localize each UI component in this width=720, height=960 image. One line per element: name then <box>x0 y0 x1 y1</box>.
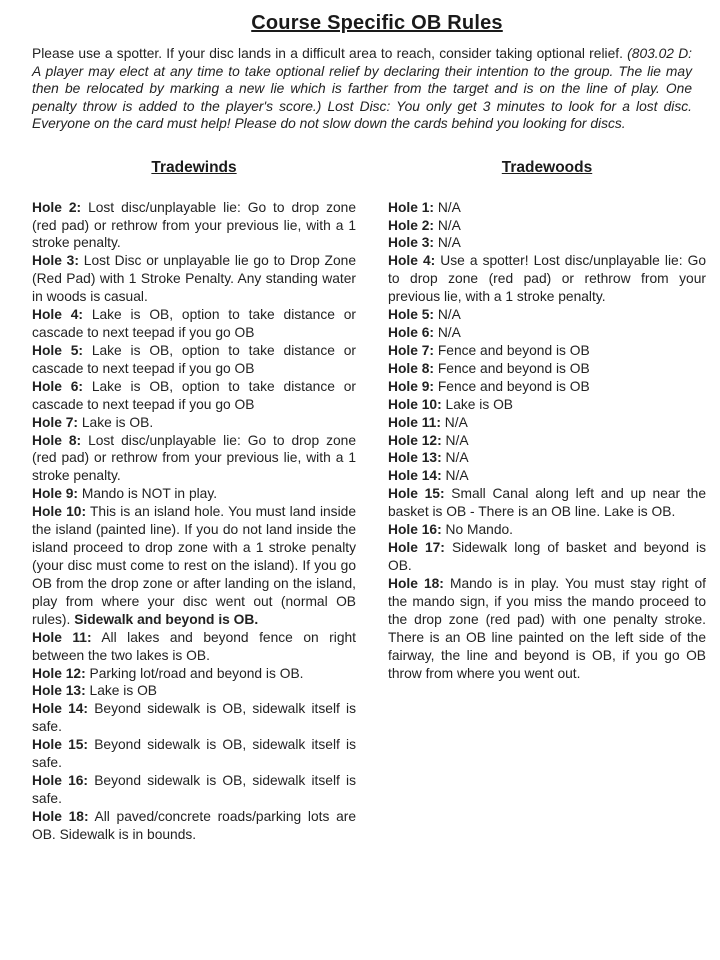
rule-hole-label: Hole 11: <box>32 629 92 645</box>
rule-item <box>32 665 356 683</box>
rule-text: N/A <box>437 235 461 251</box>
rule-item <box>32 682 356 700</box>
tradewinds-heading: Tradewinds <box>151 158 237 176</box>
two-column-layout <box>32 159 720 844</box>
rule-item <box>388 324 706 342</box>
rule-item <box>32 808 356 844</box>
rule-hole-label: Hole 12: <box>32 665 86 681</box>
rule-text: All paved/concrete roads/parking lots are OB. Sidewalk is in bounds. <box>32 808 357 842</box>
rule-item <box>32 378 356 414</box>
rule-text: Lost disc/unplayable lie: Go to drop zone (red pad) or rethrow from your previous lie, with a 1 stroke penalty. <box>32 199 356 251</box>
rule-hole-label: Hole 13: <box>388 450 442 466</box>
rule-item <box>32 629 356 665</box>
rule-text: N/A <box>437 325 461 341</box>
rule-hole-label: Hole 3: <box>388 235 434 251</box>
rule-hole-label: Hole 5: <box>388 307 434 323</box>
rule-text: This is an island hole. You must land inside the island (painted line). If you do not land inside the island proceed to drop zone with a 1 stroke penalty (your disc must come to rest on the island). If you go OB from the drop zone or after landing on the island, play from where your disc went out (normal OB rules). <box>32 504 356 627</box>
rule-text: Small Canal along left and up near the basket is OB - There is an OB line. Lake is OB. <box>388 486 707 520</box>
rule-text: Use a spotter! Lost disc/unplayable lie: Go to drop zone (red pad) or rethrow from your previous lie, with a 1 stroke penalty. <box>388 253 706 305</box>
rule-item <box>388 306 706 324</box>
rule-item <box>388 396 706 414</box>
rule-text: N/A <box>437 307 461 323</box>
page-title: Course Specific OB Rules <box>251 12 503 34</box>
rule-item <box>32 432 356 486</box>
rule-text: N/A <box>445 450 469 466</box>
rule-text: N/A <box>445 468 469 484</box>
rule-hole-label: Hole 10: <box>32 504 87 520</box>
rule-hole-label: Hole 1: <box>388 199 434 215</box>
rule-item <box>388 199 706 217</box>
tradewoods-column <box>388 159 706 844</box>
rule-text: N/A <box>444 414 468 430</box>
rule-item <box>32 485 356 503</box>
rule-text: Lake is OB, option to take distance or cascade to next teepad if you go OB <box>32 342 356 376</box>
rule-hole-label: Hole 6: <box>388 325 434 341</box>
rule-text: Lake is OB <box>89 683 157 699</box>
rule-item <box>32 700 356 736</box>
rule-text: Fence and beyond is OB <box>437 378 590 394</box>
rule-item <box>32 306 356 342</box>
rule-hole-label: Hole 16: <box>32 773 89 789</box>
rule-hole-label: Hole 2: <box>388 217 434 233</box>
rule-hole-label: Hole 11: <box>388 414 441 430</box>
rule-text: Lake is OB <box>445 396 513 412</box>
rule-hole-label: Hole 7: <box>32 414 78 430</box>
rule-hole-label: Hole 4: <box>388 253 436 269</box>
rule-text: Lake is OB, option to take distance or cascade to next teepad if you go OB <box>32 378 356 412</box>
rule-item <box>32 772 356 808</box>
rule-hole-label: Hole 13: <box>32 683 86 699</box>
rule-text: Parking lot/road and beyond is OB. <box>89 665 304 681</box>
rule-hole-label: Hole 12: <box>388 432 442 448</box>
rule-item <box>32 199 356 253</box>
rule-hole-label: Hole 18: <box>32 808 89 824</box>
rule-item <box>388 252 706 306</box>
rule-hole-label: Hole 16: <box>388 522 442 538</box>
rule-item <box>388 467 706 485</box>
rule-bold-tail: Sidewalk and beyond is OB. <box>74 611 259 627</box>
rule-item <box>32 414 356 432</box>
intro-italic-text: (803.02 D: A player may elect at any time to take optional relief by declaring their intention to the group. The lie may then be relocated by marking a new lie which is farther from the target and is on the line of play. One penalty throw is added to the player's score.) Lost Disc: You only get 3 minutes to look for a lost disc. Everyone on the card must help! Please do not slow down the cards behind you looking for discs. <box>32 46 692 132</box>
rule-hole-label: Hole 6: <box>32 378 83 394</box>
rules-list-0 <box>32 199 356 844</box>
rule-hole-label: Hole 8: <box>32 432 82 448</box>
rule-hole-label: Hole 15: <box>32 737 89 753</box>
rule-item <box>388 378 706 396</box>
rule-text: Fence and beyond is OB <box>437 342 590 358</box>
rule-item <box>32 252 356 306</box>
rule-text: N/A <box>437 199 461 215</box>
rule-text: No Mando. <box>445 522 514 538</box>
rule-text: Lake is OB, option to take distance or cascade to next teepad if you go OB <box>32 307 356 341</box>
rule-item <box>388 449 706 467</box>
tradewinds-column <box>32 159 356 844</box>
intro-regular-text: Please use a spotter. If your disc lands in a difficult area to reach, consider taking optional relief. <box>32 46 628 61</box>
rule-text: Lost Disc or unplayable lie go to Drop Zone (Red Pad) with 1 Stroke Penalty. Any standing water in woods is casual. <box>32 253 357 305</box>
rule-hole-label: Hole 14: <box>388 468 442 484</box>
rule-item <box>388 234 706 252</box>
rule-item <box>388 485 706 521</box>
rule-item <box>388 342 706 360</box>
rule-hole-label: Hole 9: <box>32 486 78 502</box>
rule-item <box>32 736 356 772</box>
rule-text: Beyond sidewalk is OB, sidewalk itself is safe. <box>32 701 356 735</box>
rule-item <box>388 360 706 378</box>
rule-item <box>388 575 706 683</box>
rule-text: N/A <box>445 432 469 448</box>
rule-hole-label: Hole 18: <box>388 575 444 591</box>
document-page <box>0 12 720 960</box>
rule-hole-label: Hole 7: <box>388 342 434 358</box>
rule-hole-label: Hole 10: <box>388 396 442 412</box>
rule-text: Beyond sidewalk is OB, sidewalk itself is safe. <box>32 773 356 806</box>
rule-text: Mando is in play. You must stay right of the mando sign, if you miss the mando proceed to the drop zone (red pad) with one penalty stroke. There is an OB line painted on the left side of the fairway, the line and beyond is OB, if you go OB throw from where you went out. <box>388 575 706 681</box>
rule-hole-label: Hole 17: <box>388 540 445 556</box>
rule-item <box>388 414 706 432</box>
rule-item <box>388 539 706 575</box>
rule-text: All lakes and beyond fence on right between the two lakes is OB. <box>32 629 356 663</box>
rule-item <box>388 217 706 235</box>
rule-text: Fence and beyond is OB <box>437 360 590 376</box>
rule-item <box>388 432 706 450</box>
rule-text: Lake is OB. <box>81 414 154 430</box>
rule-hole-label: Hole 8: <box>388 360 434 376</box>
rule-text: Lost disc/unplayable lie: Go to drop zone (red pad) or rethrow from your previous lie, with a 1 stroke penalty. <box>32 432 356 484</box>
tradewoods-heading: Tradewoods <box>501 158 593 176</box>
rule-text: Sidewalk long of basket and beyond is OB. <box>388 540 707 574</box>
rule-text: Beyond sidewalk is OB, sidewalk itself is safe. <box>32 737 356 771</box>
rule-hole-label: Hole 3: <box>32 253 79 269</box>
rule-hole-label: Hole 15: <box>388 486 445 502</box>
rule-item <box>32 342 356 378</box>
rule-hole-label: Hole 14: <box>32 701 89 717</box>
rule-hole-label: Hole 9: <box>388 378 434 394</box>
rule-text: Mando is NOT in play. <box>81 486 218 502</box>
rule-hole-label: Hole 2: <box>32 199 82 215</box>
rule-item <box>32 503 356 628</box>
rule-text: N/A <box>437 217 461 233</box>
rules-list-1 <box>388 199 706 683</box>
rule-item <box>388 521 706 539</box>
rule-hole-label: Hole 4: <box>32 307 83 323</box>
intro-paragraph <box>32 45 692 133</box>
rule-hole-label: Hole 5: <box>32 342 83 358</box>
